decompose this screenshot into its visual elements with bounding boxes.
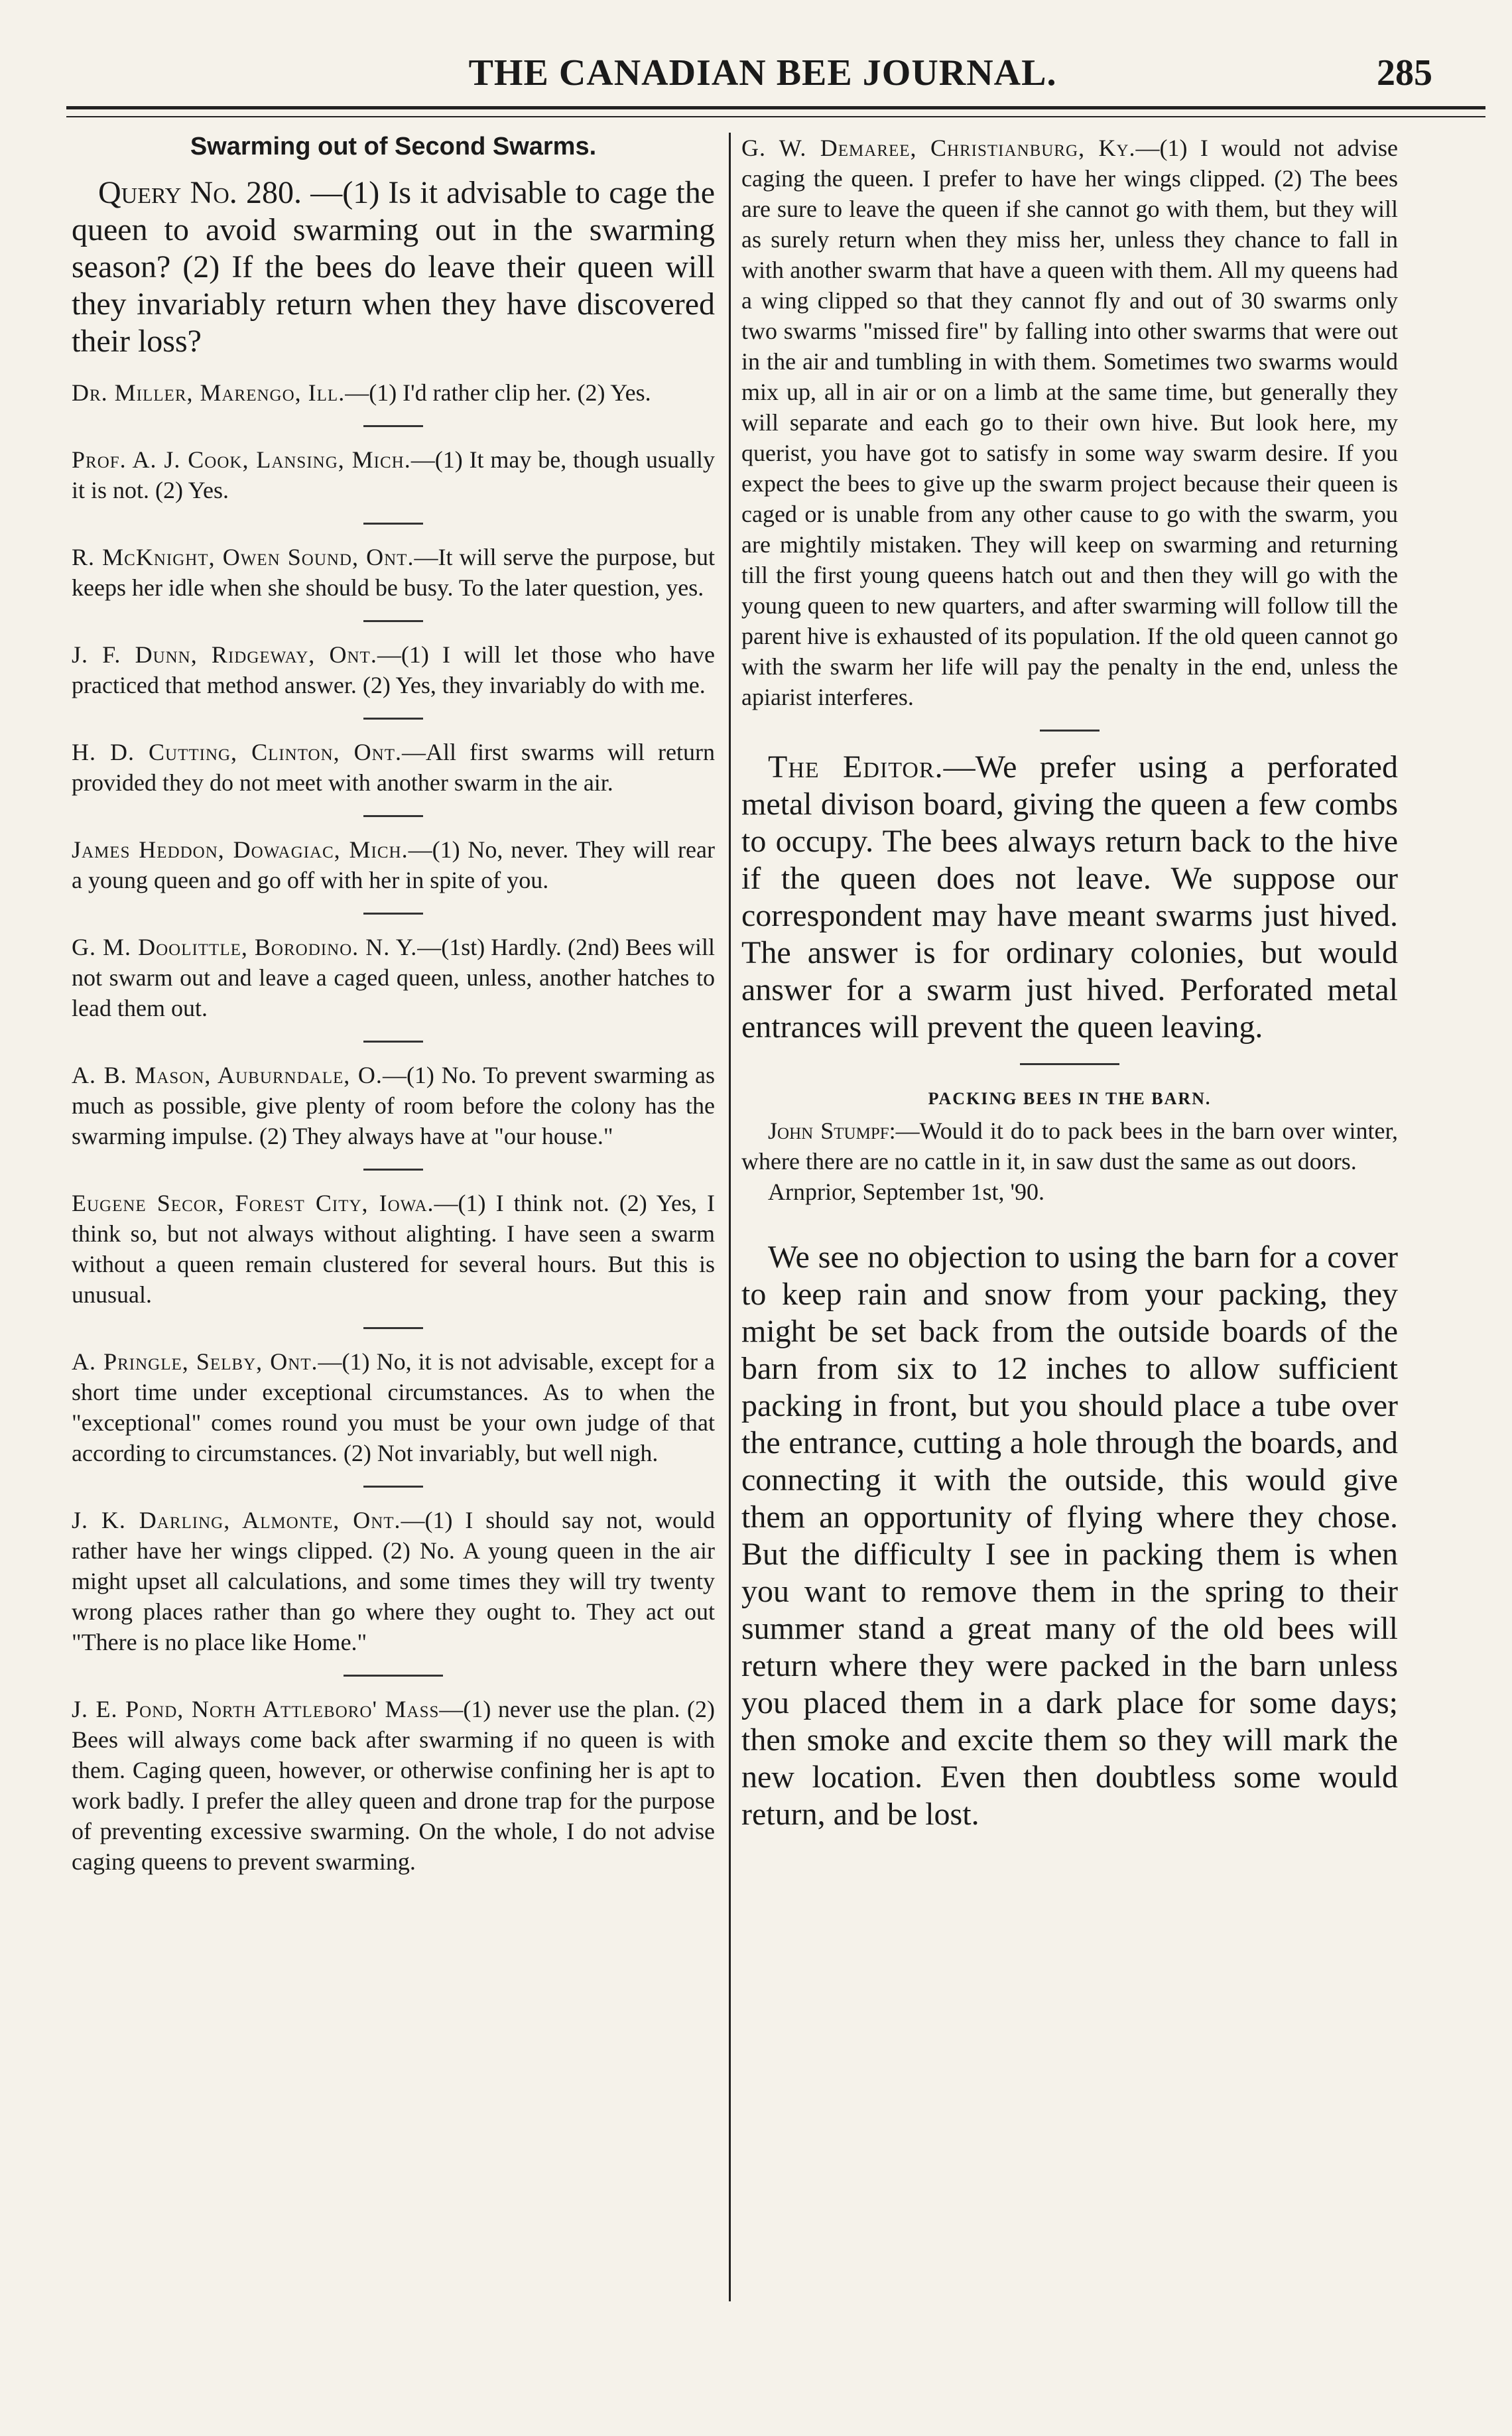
editor-label: The Editor.: [768, 749, 944, 785]
separator-rule: [363, 1327, 423, 1329]
barn-title: PACKING BEES IN THE BARN.: [928, 1089, 1212, 1108]
separator-rule: [344, 1675, 443, 1677]
answer-author: G. W. Demaree, Christianburg, Ky.: [741, 135, 1136, 161]
separator-rule: [363, 523, 423, 525]
answer-entry: [72, 1188, 715, 1310]
answer-text: —(1) No, it is not advisable, except for a short time under exceptional circumstances. As to when the "exceptional" comes round you must be your own judge of that according to circumstances. (2) Not invariably, but well nigh.: [72, 1348, 715, 1466]
answer-author: R. McKnight, Owen Sound, Ont.: [72, 544, 414, 570]
answer-author: Dr. Miller, Marengo, Ill.: [72, 379, 346, 406]
separator-rule: [1020, 1063, 1119, 1065]
header-rule-thick: [66, 106, 1485, 109]
separator-rule: [363, 425, 423, 427]
answer-text: —(1) I think not. (2) Yes, I think so, but not always without alighting. I have seen a swarm without a queen remain clustered for several hours. But this is unusual.: [72, 1190, 716, 1308]
answer-author: G. M. Doolittle, Borodino. N. Y.: [72, 934, 418, 960]
left-column: [72, 133, 715, 1894]
answer-entry: [741, 133, 1398, 712]
answer-text: —(1) I'd rather clip her. (2) Yes.: [345, 379, 651, 406]
answer-text: —(1) I would not advise caging the queen. I prefer to have her wings clipped. (2) The bees are sure to leave the queen if she cannot go with them, but they will as surely return when they miss her, unless they chance to fall in with another swarm that have a queen with them. All my queens had a wing clipped so that they cannot fly and out of 30 swarms only two swarms "missed fire" by falling into other swarms that were out in the air and tumbling in with them. Sometimes two swarms would mix up, all in air or on a limb at the same time, but generally they will separate and each go to their own hive. But look here, my querist, you have got to satisfy in some way swarm desire. If you expect the bees to give up the swarm project because their queen is caged or is unable from any other cause to go with the swarm, you are mightily mistaken. They will keep on swarming and returning till the first young queens hatch out and then they will go with the young queen to new quarters, and after swarming will follow till the parent hive is exhausted of its population. If the old queen cannot go with the swarm her life will pay the penalty in the end, unless the apiarist interferes.: [741, 135, 1398, 710]
answer-entry: [72, 639, 715, 700]
answer-entry: [72, 932, 715, 1023]
separator-rule: [363, 718, 423, 720]
answer-entry: [72, 1060, 715, 1151]
answer-text: —(1) It may be, though usually it is not. (2) Yes.: [72, 446, 715, 503]
answer-text: —All first swarms will return provided they do not meet with another swarm in the air.: [72, 739, 715, 796]
journal-title: THE CANADIAN BEE JOURNAL.: [468, 52, 1057, 94]
letter-author: John Stumpf: [768, 1118, 889, 1144]
answer-text: —(1) never use the plan. (2) Bees will always come back after swarming if no queen is with them. Caging queen, however, or otherwise confining her is apt to work badly. I prefer the alley queen and drone trap for the purpose of preventing excessive swarming. On the whole, I do not advise caging queens to prevent swarming.: [72, 1696, 715, 1875]
separator-rule: [363, 913, 423, 915]
answer-text: —(1) No, never. They will rear a young queen and go off with her in spite of you.: [72, 836, 715, 893]
answer-entry: [72, 444, 715, 505]
answer-author: H. D. Cutting, Clinton, Ont.: [72, 739, 402, 765]
barn-reply: We see no objection to using the barn for a cover to keep rain and snow from your packing, they might be set back from the outside boards of the barn from six to 12 inches to allow sufficient packing in front, but you should place a tube over the entrance, cutting a hole through the boards, and connecting it with the outside, this would give them an opportunity of flying where they chose. But the difficulty I see in packing them is when you want to remove them in the spring to their summer stand a great many of the old bees will return where they were packed in the barn unless you placed them in a dark place for some days; then smoke and excite them so they will mark the new location. Even then doubtless some would return, and be lost.: [741, 1240, 1398, 1832]
answer-text: —(1st) Hardly. (2nd) Bees will not swarm out and leave a caged queen, unless, another hatches to lead them out.: [72, 934, 715, 1021]
answer-text: —(1) I will let those who have practiced that method answer. (2) Yes, they invariably do with me.: [72, 641, 715, 698]
separator-rule: [363, 1486, 423, 1488]
query-text: —(1) Is it advisable to cage the queen to avoid swarming out in the swarming season? (2) If the bees do leave their queen will they invariably return when they have discovered their loss?: [72, 175, 715, 359]
separator-rule: [363, 620, 423, 622]
answer-author: Prof. A. J. Cook, Lansing, Mich.: [72, 446, 411, 473]
editor-text: —We prefer using a perforated metal divison board, giving the queen a few combs to occupy. The bees always return back to the hive if the queen does not leave. We suppose our correspondent may have meant swarms just hived. The answer is for ordinary colonies, but would answer for a swarm just hived. Perforated metal entrances will prevent the queen leaving.: [741, 749, 1398, 1045]
answer-entry: [72, 834, 715, 895]
answer-author: J. F. Dunn, Ridgeway, Ont.: [72, 641, 377, 668]
answer-author: Eugene Secor, Forest City, Iowa.: [72, 1190, 434, 1216]
letter-text: :—Would it do to pack bees in the barn over winter, where there are no cattle in it, in saw dust the same as out doors.: [741, 1118, 1398, 1175]
column-divider: [729, 133, 731, 2301]
editor-reply: [741, 749, 1398, 1046]
answer-entry: [72, 1346, 715, 1468]
answer-text: —(1) No. To prevent swarming as much as possible, give plenty of room before the colony has the swarming impulse. (2) They always have at "our house.": [72, 1062, 715, 1149]
query-paragraph: [72, 174, 715, 360]
answer-entry: [72, 1505, 715, 1657]
answer-author: J. K. Darling, Almonte, Ont.: [72, 1507, 401, 1533]
answer-entry: [72, 542, 715, 603]
separator-rule: [363, 1041, 423, 1043]
answer-text: —It will serve the purpose, but keeps her idle when she should be busy. To the later question, yes.: [72, 544, 715, 601]
article-title: Swarming out of Second Swarms.: [190, 133, 597, 160]
answer-author: J. E. Pond, North Attleboro' Mass: [72, 1696, 440, 1722]
page-header: [66, 38, 1459, 105]
right-column: [741, 133, 1398, 1865]
answer-entry: [72, 377, 715, 408]
barn-letter: [741, 1116, 1398, 1177]
answer-entry: [72, 1694, 715, 1877]
answer-author: A. Pringle, Selby, Ont.: [72, 1348, 318, 1375]
separator-rule: [1040, 730, 1100, 732]
answer-text: —(1) I should say not, would rather have her wings clipped. (2) No. A young queen in the air might upset all calculations, and some times they will try twenty wrong places rather than go where they ought to. They act out "There is no place like Home.": [72, 1507, 715, 1655]
header-rule-thin: [66, 116, 1485, 117]
page-number: 285: [1377, 52, 1432, 94]
answer-author: James Heddon, Dowagiac, Mich.: [72, 836, 409, 863]
separator-rule: [363, 815, 423, 817]
separator-rule: [363, 1169, 423, 1171]
answer-entry: [72, 737, 715, 798]
answer-author: A. B. Mason, Auburndale, O.: [72, 1062, 383, 1088]
letter-dateline: Arnprior, September 1st, '90.: [768, 1179, 1044, 1205]
query-label: Query No. 280.: [98, 175, 302, 210]
